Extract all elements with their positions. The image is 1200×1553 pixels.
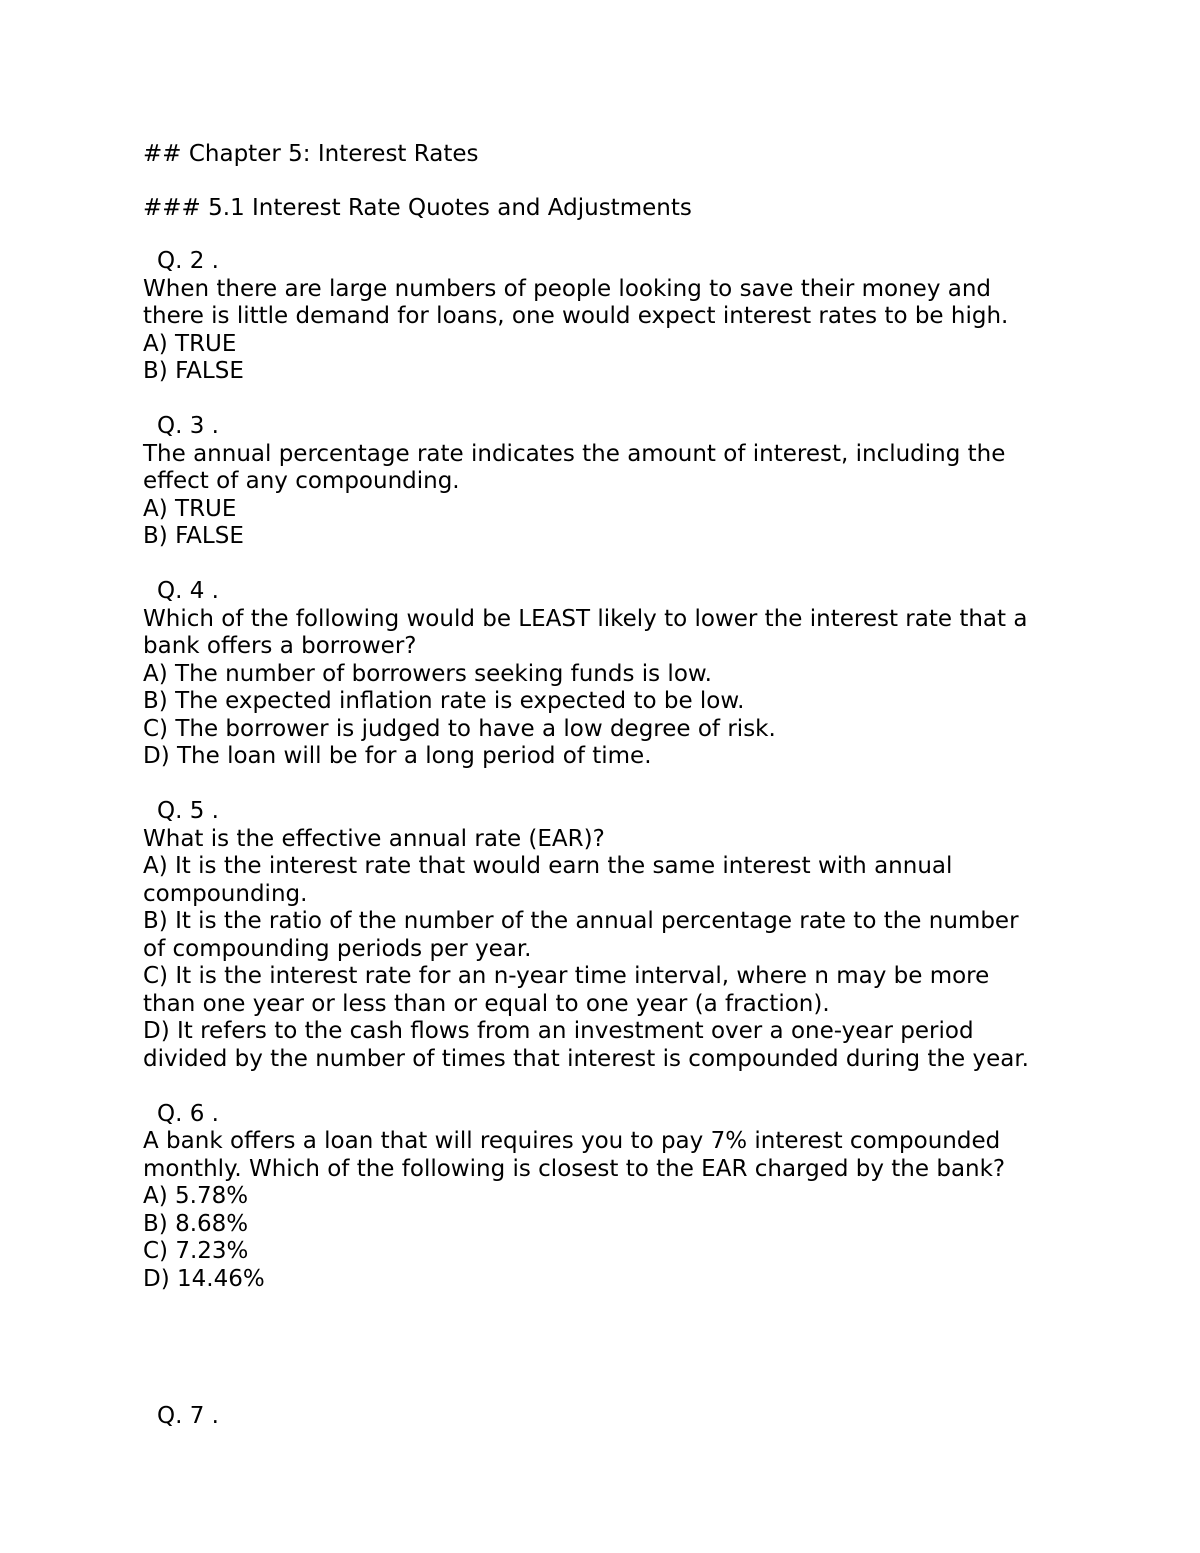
question-number: Q. 6 .	[157, 1100, 219, 1127]
blank-space	[143, 1321, 1083, 1403]
answer-option: B) FALSE	[143, 523, 244, 549]
answer-option: than one year or less than or equal to one year (a fraction).	[143, 990, 830, 1017]
question-stem-line: The annual percentage rate indicates the amount of interest, including the	[143, 440, 1006, 467]
answer-option: C) 7.23%	[143, 1238, 249, 1264]
answer-option: of compounding periods per year.	[143, 935, 532, 962]
question-stem-line: A bank offers a loan that will requires you to pay 7% interest compounded	[143, 1128, 1001, 1154]
question-2	[143, 248, 1083, 386]
answer-option: A) TRUE	[143, 330, 237, 357]
question-4	[143, 578, 1083, 771]
answer-option: A) 5.78%	[143, 1183, 249, 1209]
answer-option: divided by the number of times that interest is compounded during the year.	[143, 1045, 1029, 1072]
answer-option: B) FALSE	[143, 358, 244, 384]
answer-option: D) 14.46%	[143, 1265, 265, 1292]
answer-option: A) It is the interest rate that would earn the same interest with annual	[143, 853, 953, 879]
answer-option: B) 8.68%	[143, 1210, 249, 1237]
question-number: Q. 5 .	[157, 798, 219, 824]
question-stem-line: there is little demand for loans, one would expect interest rates to be high.	[143, 303, 1009, 329]
question-6	[143, 1101, 1083, 1294]
question-number: Q. 2 .	[157, 248, 219, 274]
answer-option: A) TRUE	[143, 495, 237, 522]
question-stem-line: What is the effective annual rate (EAR)?	[143, 825, 605, 852]
answer-option: B) It is the ratio of the number of the annual percentage rate to the number	[143, 908, 1019, 934]
document-page	[143, 141, 1083, 1430]
chapter-heading: ## Chapter 5: Interest Rates	[143, 141, 479, 167]
answer-option: C) It is the interest rate for an n-year time interval, where n may be more	[143, 963, 990, 989]
answer-option: D) It refers to the cash flows from an investment over a one-year period	[143, 1018, 974, 1044]
question-5	[143, 798, 1083, 1073]
question-stem-line: When there are large numbers of people looking to save their money and	[143, 275, 992, 302]
answer-option: C) The borrower is judged to have a low degree of risk.	[143, 715, 776, 742]
section-heading: ### 5.1 Interest Rate Quotes and Adjustments	[143, 194, 692, 221]
answer-option: B) The expected inflation rate is expected to be low.	[143, 688, 745, 714]
question-7-number: Q. 7 .	[157, 1402, 219, 1429]
answer-option: D) The loan will be for a long period of time.	[143, 743, 652, 769]
question-3	[143, 413, 1083, 551]
answer-option: compounding.	[143, 880, 308, 907]
question-number: Q. 3 .	[157, 413, 219, 439]
question-number: Q. 4 .	[157, 578, 219, 604]
question-stem-line: bank offers a borrower?	[143, 633, 417, 659]
answer-option: A) The number of borrowers seeking funds is low.	[143, 660, 712, 687]
question-stem-line: Which of the following would be LEAST likely to lower the interest rate that a	[143, 605, 1028, 632]
question-stem-line: monthly. Which of the following is closest to the EAR charged by the bank?	[143, 1155, 1006, 1182]
question-stem-line: effect of any compounding.	[143, 468, 460, 494]
